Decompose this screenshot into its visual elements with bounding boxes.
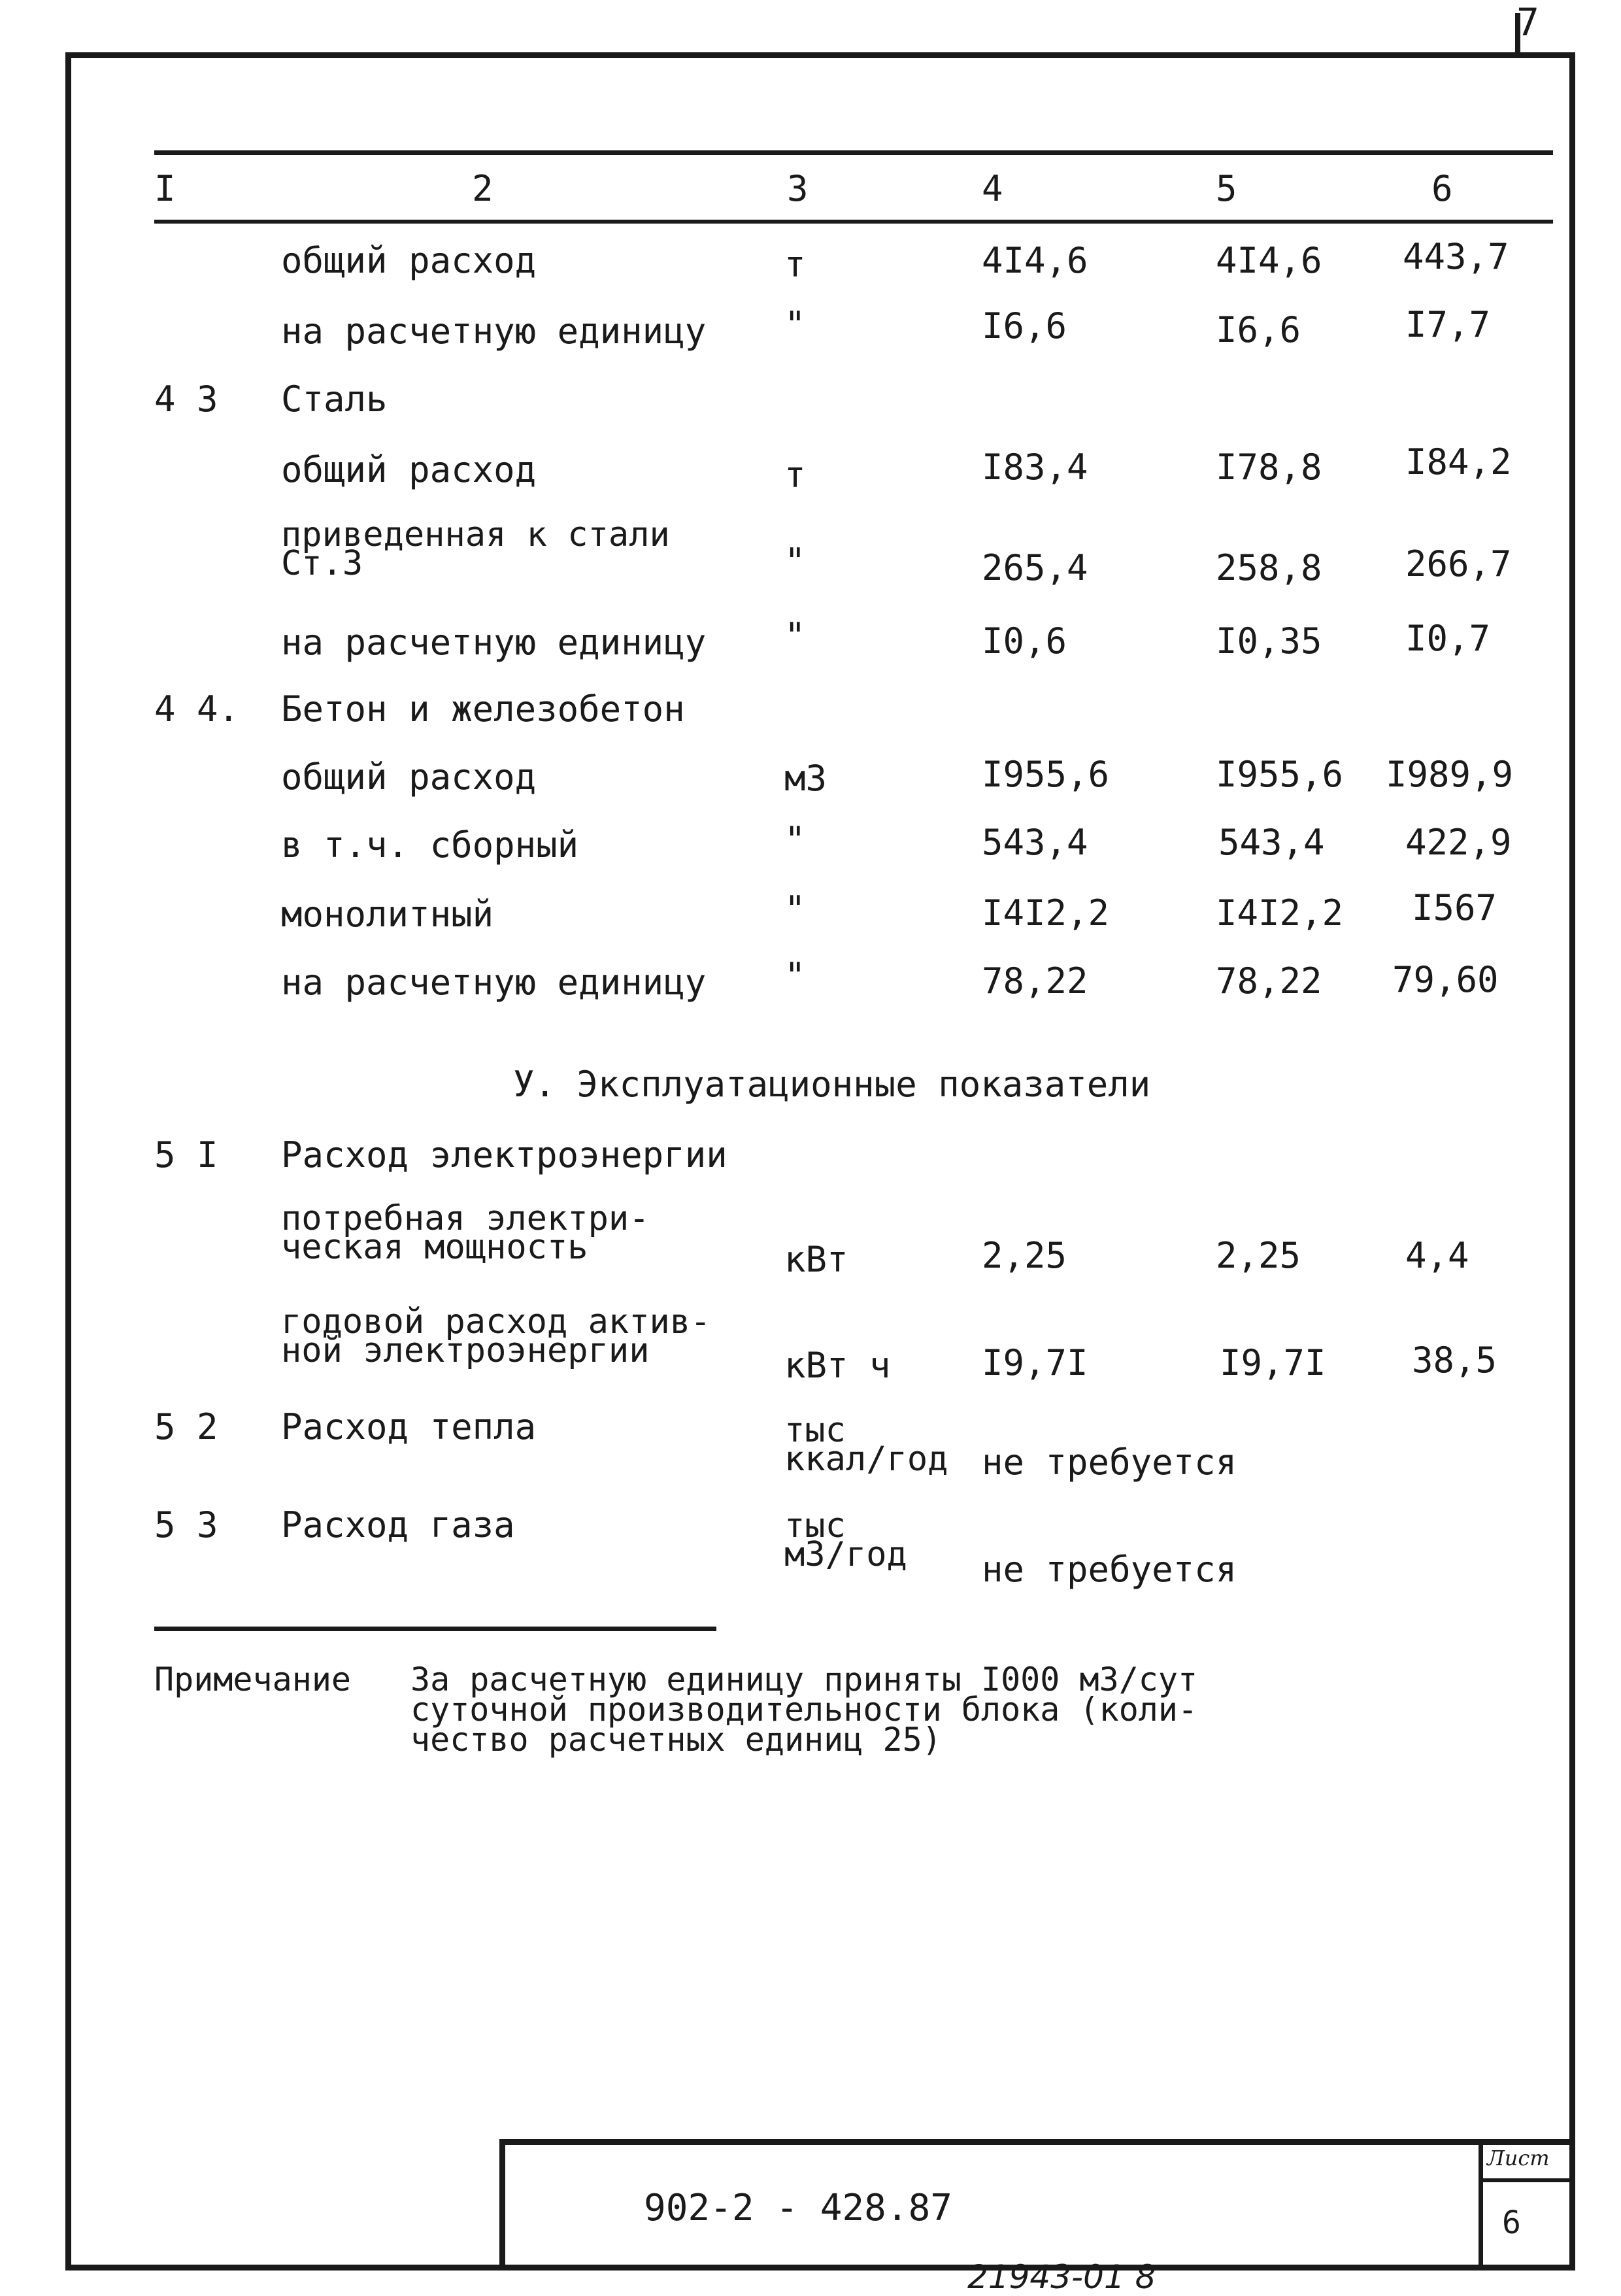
row-value-col4: 78,22 bbox=[982, 960, 1088, 1002]
row-number: 5 3 bbox=[154, 1504, 218, 1545]
row-label: на расчетную единицу bbox=[281, 962, 707, 1003]
row-label: монолитный bbox=[281, 894, 494, 935]
row-value-col4: I4I2,2 bbox=[982, 892, 1110, 934]
row-value-col5: I78,8 bbox=[1216, 447, 1322, 488]
row-unit: " bbox=[784, 888, 806, 930]
row-value-col4: 543,4 bbox=[982, 822, 1088, 863]
row-label: общий расход bbox=[281, 756, 537, 798]
document-code: 902-2 - 428.87 bbox=[644, 2187, 953, 2229]
note-label: Примечание bbox=[154, 1661, 352, 1698]
row-value-col6: 422,9 bbox=[1405, 822, 1512, 863]
row-unit: " bbox=[784, 615, 806, 656]
row-value-col4: I83,4 bbox=[982, 447, 1088, 488]
row-label: Сталь bbox=[281, 379, 388, 420]
row-value-col4: I0,6 bbox=[982, 620, 1067, 662]
row-value-col5: 543,4 bbox=[1218, 822, 1325, 863]
row-value-col4: 2,25 bbox=[982, 1235, 1067, 1276]
row-unit: " bbox=[784, 819, 806, 860]
row-label: Расход электроэнергии bbox=[281, 1134, 727, 1175]
row-value-col6: 38,5 bbox=[1412, 1340, 1497, 1381]
header-col-2: 2 bbox=[472, 168, 493, 209]
row-value-col5: I0,35 bbox=[1216, 620, 1322, 662]
sheet-label: Лист bbox=[1487, 2146, 1550, 2170]
row-value-col6: I7,7 bbox=[1405, 304, 1491, 345]
note-text: За расчетную единицу приняты I000 м3/сут суточной производительности блока (коли- чество расчетных единиц 25) bbox=[410, 1661, 1198, 1759]
row-unit: м3 bbox=[784, 758, 827, 799]
row-value-col5: I6,6 bbox=[1216, 309, 1301, 350]
header-col-1: I bbox=[154, 168, 176, 209]
page-number: 7 bbox=[1516, 0, 1539, 44]
row-value-col5: 258,8 bbox=[1216, 547, 1322, 588]
row-value-col6: I0,7 bbox=[1405, 618, 1491, 659]
row-value-requirement: не требуется bbox=[982, 1442, 1237, 1483]
row-label: общий расход bbox=[281, 240, 537, 281]
row-label: в т.ч. сборный bbox=[281, 824, 579, 866]
row-value-col6: I84,2 bbox=[1405, 441, 1512, 482]
row-value-col6: 443,7 bbox=[1403, 236, 1509, 277]
row-unit: тыс ккал/год bbox=[784, 1411, 948, 1479]
row-unit: " bbox=[784, 955, 806, 996]
row-number: 5 2 bbox=[154, 1406, 218, 1447]
row-unit: " bbox=[784, 304, 806, 345]
row-unit: " bbox=[784, 541, 806, 582]
row-value-col4: 4I4,6 bbox=[982, 240, 1088, 281]
row-number: 4 3 bbox=[154, 379, 218, 420]
row-unit: т bbox=[784, 454, 806, 496]
row-unit: тыс м3/год bbox=[784, 1506, 907, 1575]
row-label: на расчетную единицу bbox=[281, 311, 707, 352]
section-title: У. Эксплуатационные показатели bbox=[513, 1064, 1151, 1105]
sheet-number: 6 bbox=[1502, 2204, 1521, 2241]
row-label: Расход газа bbox=[281, 1504, 515, 1545]
row-value-col6: 79,60 bbox=[1392, 959, 1499, 1000]
row-unit: т bbox=[784, 244, 806, 285]
header-col-5: 5 bbox=[1216, 168, 1237, 209]
row-number: 4 4. bbox=[154, 688, 240, 730]
sheet-box-divider bbox=[1479, 2178, 1575, 2182]
header-col-6: 6 bbox=[1431, 168, 1453, 209]
row-value-requirement: не требуется bbox=[982, 1549, 1237, 1590]
row-value-col4: I9,7I bbox=[982, 1342, 1088, 1383]
header-col-3: 3 bbox=[787, 168, 809, 209]
row-value-col5: 2,25 bbox=[1216, 1235, 1301, 1276]
row-number: 5 I bbox=[154, 1134, 218, 1175]
row-label: потребная электри- ческая мощность bbox=[281, 1199, 650, 1268]
row-value-col6: I989,9 bbox=[1386, 754, 1514, 795]
row-unit: кВт ч bbox=[784, 1345, 891, 1386]
row-label: приведенная к стали Ст.3 bbox=[281, 515, 670, 584]
row-label: на расчетную единицу bbox=[281, 622, 707, 663]
row-value-col5: I955,6 bbox=[1216, 754, 1344, 795]
row-value-col5: I9,7I bbox=[1220, 1342, 1326, 1383]
header-col-4: 4 bbox=[982, 168, 1003, 209]
row-label: Расход тепла bbox=[281, 1406, 537, 1447]
row-value-col5: 4I4,6 bbox=[1216, 240, 1322, 281]
row-value-col6: I567 bbox=[1412, 887, 1497, 928]
row-label: Бетон и железобетон bbox=[281, 688, 685, 730]
row-value-col6: 4,4 bbox=[1405, 1235, 1469, 1276]
header-bottom-rule bbox=[154, 220, 1553, 224]
inventory-number: 21943-01 8 bbox=[967, 2258, 1156, 2296]
row-value-col5: 78,22 bbox=[1216, 960, 1322, 1002]
row-label: общий расход bbox=[281, 449, 537, 490]
row-value-col4: 265,4 bbox=[982, 547, 1088, 588]
row-label: годовой расход актив- ной электроэнергии bbox=[281, 1302, 711, 1371]
table-top-rule bbox=[154, 150, 1553, 155]
row-value-col6: 266,7 bbox=[1405, 543, 1512, 584]
row-value-col4: I6,6 bbox=[982, 305, 1067, 346]
row-value-col5: I4I2,2 bbox=[1216, 892, 1344, 934]
row-value-col4: I955,6 bbox=[982, 754, 1110, 795]
note-separator-rule bbox=[154, 1627, 716, 1631]
row-unit: кВт bbox=[784, 1239, 848, 1280]
